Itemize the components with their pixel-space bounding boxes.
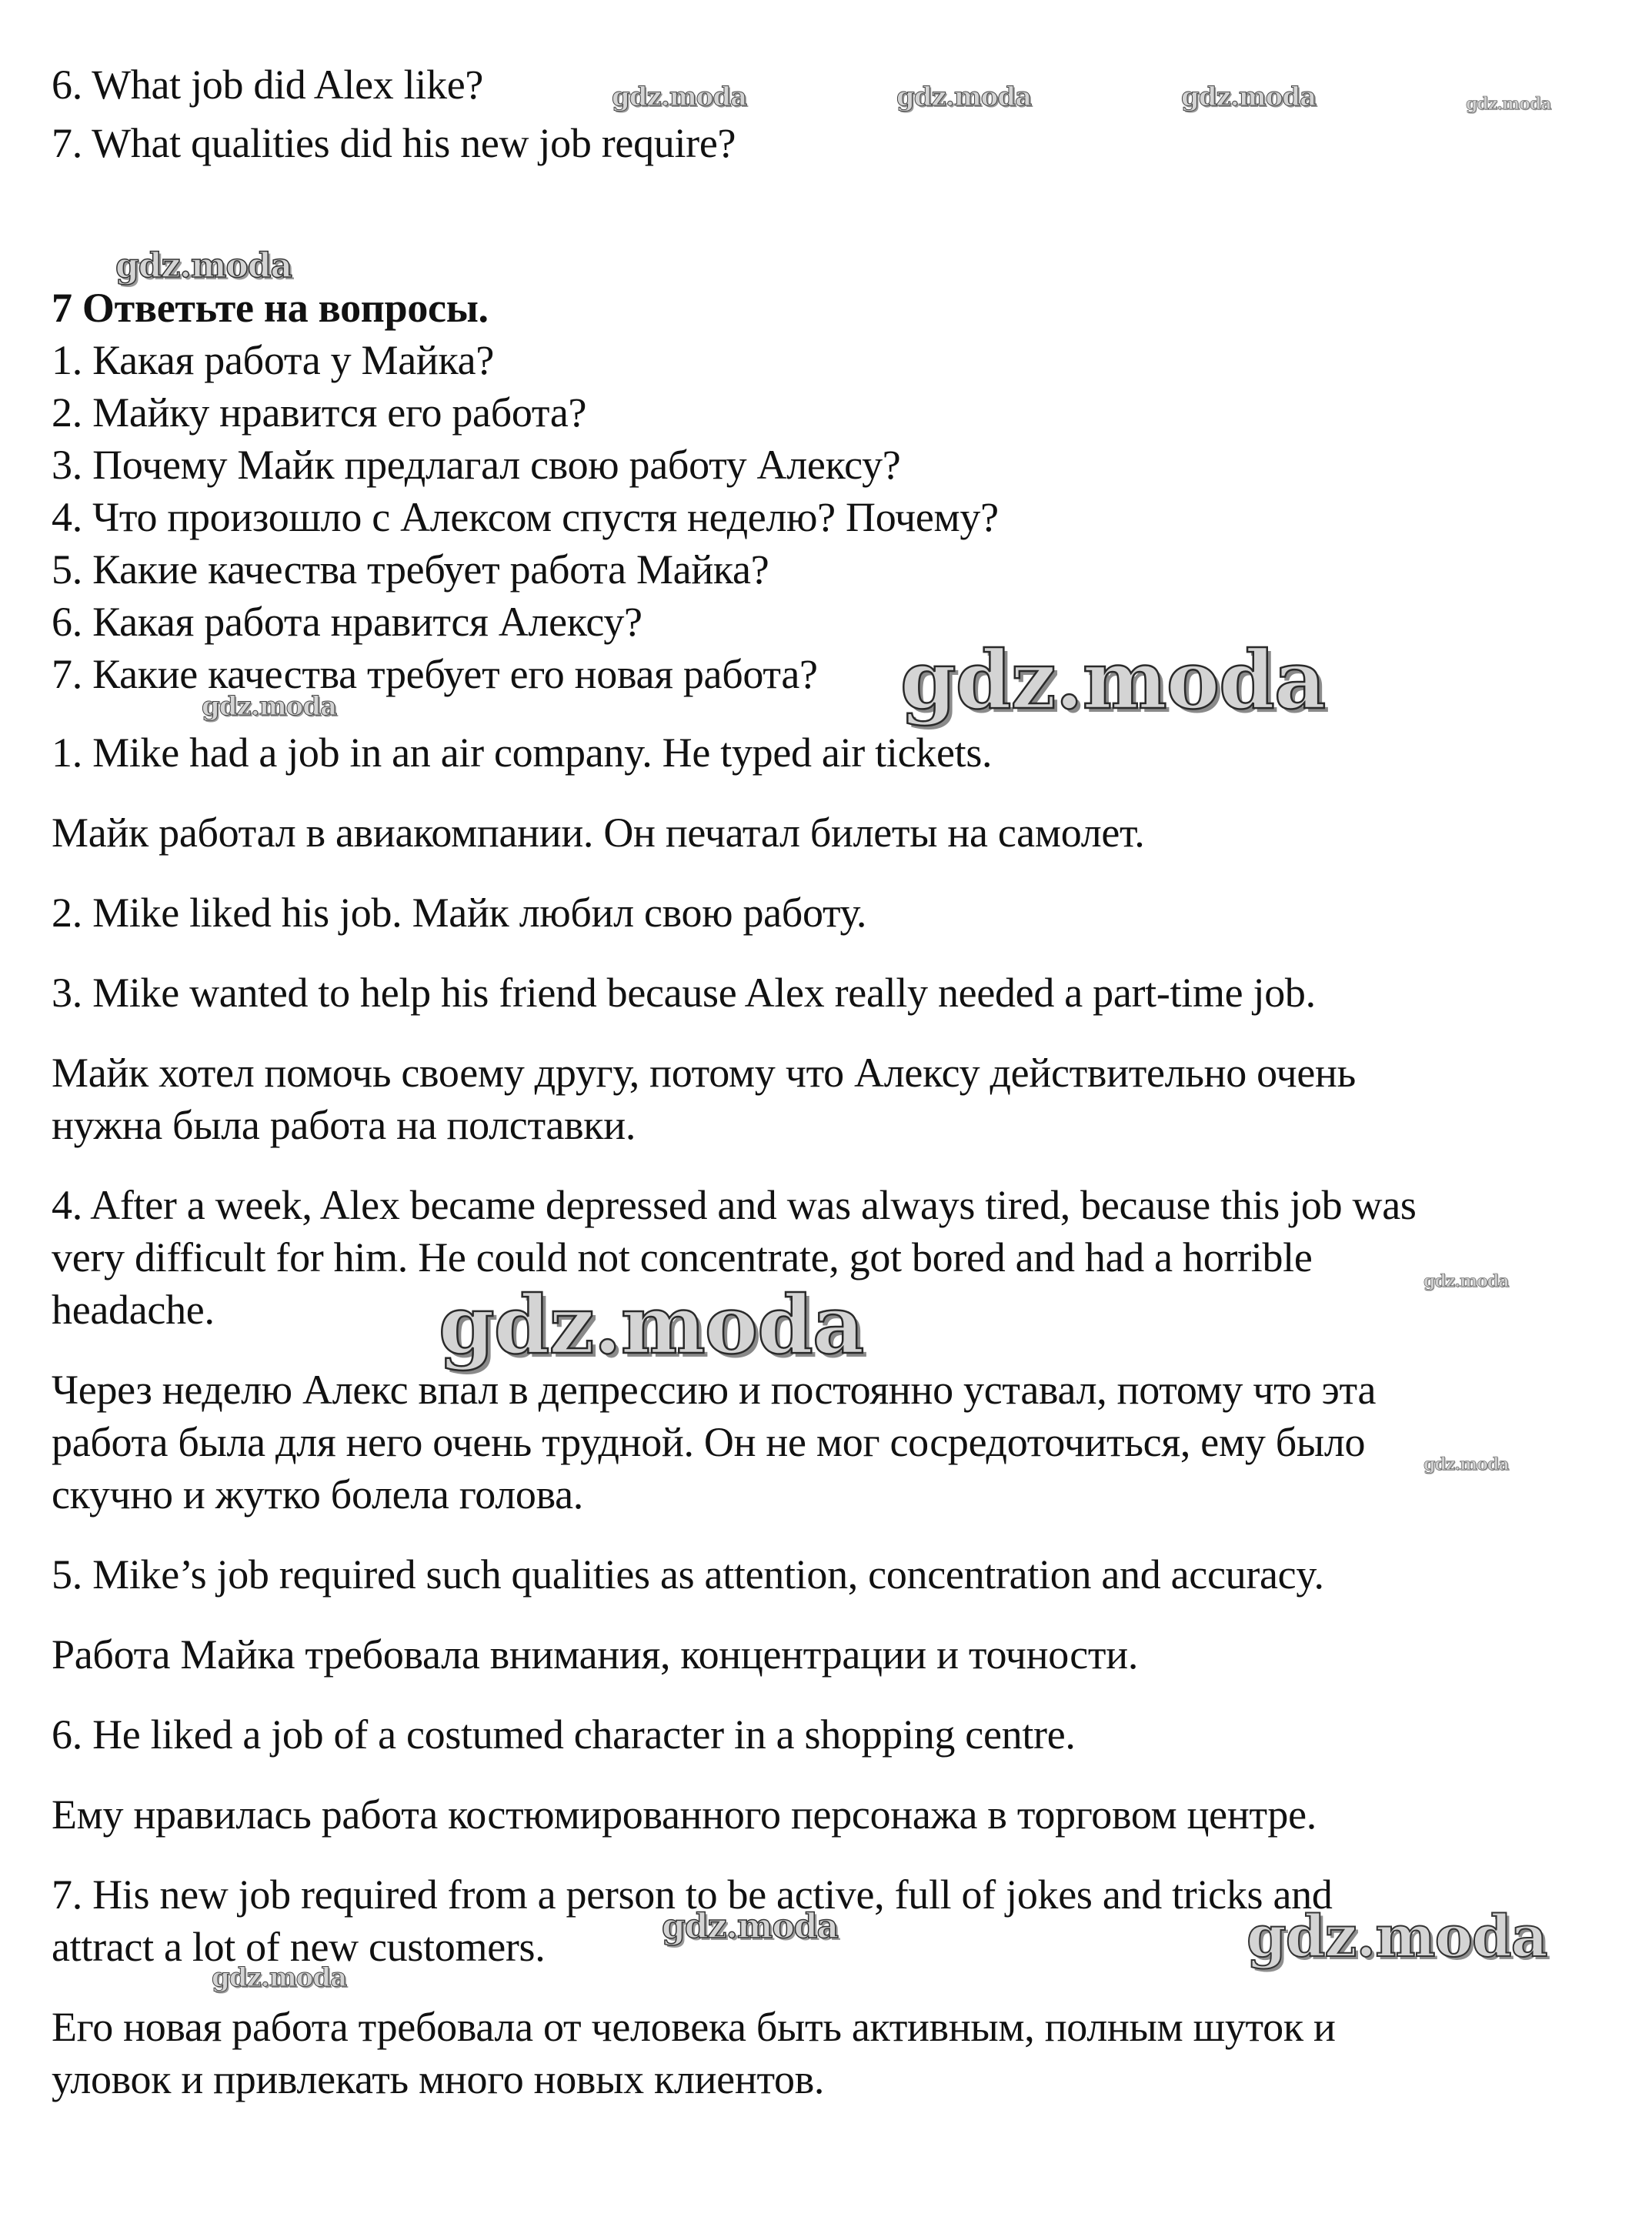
- watermark: gdz.moda: [612, 82, 747, 112]
- answer-4-ru-line-2: работа была для него очень трудной. Он не мог сосредоточиться, ему было: [52, 1419, 1366, 1465]
- answer-4-en-line-2: very difficult for him. He could not concentrate, got bored and had a horrible: [52, 1234, 1313, 1280]
- answer-7-ru-line-2: уловок и привлекать много новых клиентов.: [52, 2056, 825, 2102]
- answer-1-en: 1. Mike had a job in an air company. He typed air tickets.: [52, 730, 993, 776]
- question-en-6: 6. What job did Alex like?: [52, 62, 484, 108]
- watermark: gdz.moda: [202, 691, 337, 722]
- question-ru-4: 4. Что произошло с Алексом спустя неделю? Почему?: [52, 494, 999, 540]
- watermark: gdz.moda: [212, 1962, 347, 1993]
- watermark: gdz.moda: [1423, 1454, 1509, 1474]
- question-ru-5: 5. Какие качества требует работа Майка?: [52, 546, 769, 593]
- watermark: gdz.moda: [900, 633, 1326, 727]
- question-ru-6: 6. Какая работа нравится Алексу?: [52, 599, 642, 645]
- watermark: gdz.moda: [1181, 82, 1317, 112]
- answer-6-en: 6. He liked a job of a costumed character in a shopping centre.: [52, 1711, 1076, 1758]
- question-ru-2: 2. Майку нравится его работа?: [52, 389, 587, 436]
- question-ru-3: 3. Почему Майк предлагал свою работу Алексу?: [52, 442, 901, 488]
- watermark: gdz.moda: [896, 82, 1032, 112]
- watermark: gdz.moda: [1423, 1271, 1509, 1291]
- answer-4-ru-line-1: Через неделю Алекс впал в депрессию и постоянно уставал, потому что эта: [52, 1367, 1377, 1413]
- question-ru-7: 7. Какие качества требует его новая работа?: [52, 651, 818, 697]
- answer-3-ru-line-1: Майк хотел помочь своему другу, потому что Алексу действительно очень: [52, 1050, 1356, 1096]
- question-ru-1: 1. Какая работа у Майка?: [52, 337, 494, 383]
- watermark: gdz.moda: [115, 246, 292, 285]
- section-heading: 7 Ответьте на вопросы.: [52, 285, 489, 331]
- answer-7-en-line-1: 7. His new job required from a person to be active, full of jokes and tricks and: [52, 1871, 1333, 1918]
- answer-5-en: 5. Mike’s job required such qualities as attention, concentration and accuracy.: [52, 1551, 1324, 1598]
- watermark: gdz.moda: [662, 1907, 839, 1946]
- answer-5-ru: Работа Майка требовала внимания, концентрации и точности.: [52, 1631, 1139, 1678]
- answer-7-en-line-2: attract a lot of new customers.: [52, 1924, 546, 1970]
- answer-4-en-line-1: 4. After a week, Alex became depressed and was always tired, because this job was: [52, 1182, 1417, 1228]
- answer-4-en-line-3: headache.: [52, 1287, 215, 1333]
- question-en-7: 7. What qualities did his new job require?: [52, 120, 736, 166]
- watermark: gdz.moda: [1247, 1904, 1547, 1970]
- answer-6-ru: Ему нравилась работа костюмированного персонажа в торговом центре.: [52, 1791, 1317, 1838]
- watermark: gdz.moda: [1466, 94, 1551, 114]
- answer-2: 2. Mike liked his job. Майк любил свою работу.: [52, 890, 867, 936]
- answer-3-en: 3. Mike wanted to help his friend because Alex really needed a part-time job.: [52, 970, 1316, 1016]
- answer-3-ru-line-2: нужна была работа на полставки.: [52, 1102, 636, 1148]
- answer-1-ru: Майк работал в авиакомпании. Он печатал билеты на самолет.: [52, 810, 1145, 856]
- answer-7-ru-line-1: Его новая работа требовала от человека быть активным, полным шуток и: [52, 2004, 1336, 2050]
- answer-4-ru-line-3: скучно и жутко болела голова.: [52, 1471, 583, 1517]
- watermark: gdz.moda: [439, 1277, 864, 1372]
